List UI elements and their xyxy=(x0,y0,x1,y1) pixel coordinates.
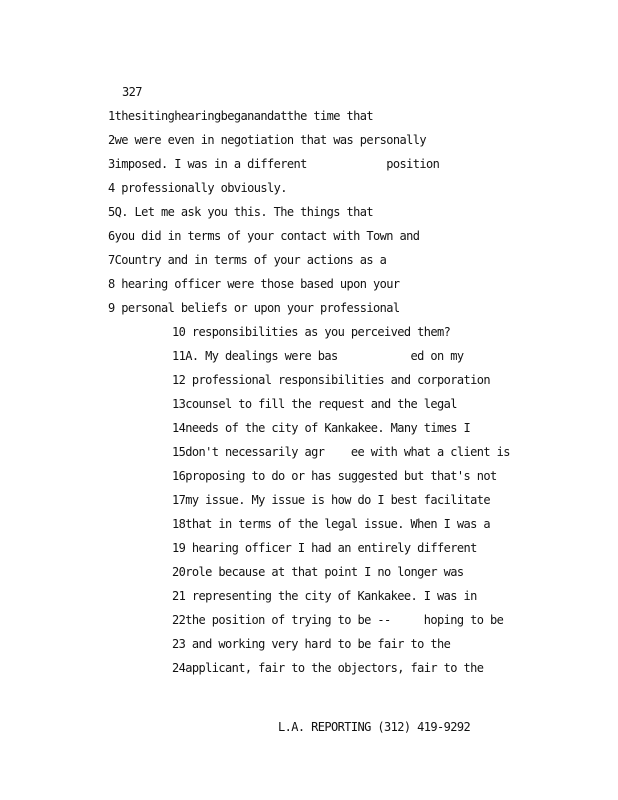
transcript-line-9: 9 personal beliefs or upon your professional xyxy=(108,301,400,315)
transcript-line-10: 10 responsibilities as you perceived them? xyxy=(172,325,451,339)
transcript-line-21: 21 representing the city of Kankakee. I was in xyxy=(172,589,477,603)
transcript-line-5: 5Q. Let me ask you this. The things that xyxy=(108,205,373,219)
transcript-line-1: 1thesitinghearingbeganandatthe time that xyxy=(108,109,373,123)
transcript-line-12: 12 professional responsibilities and corporation xyxy=(172,373,490,387)
transcript-line-16: 16proposing to do or has suggested but that's not xyxy=(172,469,497,483)
transcript-line-14: 14needs of the city of Kankakee. Many times I xyxy=(172,421,471,435)
transcript-line-7: 7Country and in terms of your actions as a xyxy=(108,253,387,267)
transcript-line-8: 8 hearing officer were those based upon your xyxy=(108,277,400,291)
transcript-line-22: 22the position of trying to be -- hoping to be xyxy=(172,613,504,627)
transcript-line-4: 4 professionally obviously. xyxy=(108,181,287,195)
transcript-line-6: 6you did in terms of your contact with Town and xyxy=(108,229,420,243)
transcript-line-2: 2we were even in negotiation that was personally xyxy=(108,133,426,147)
transcript-line-23: 23 and working very hard to be fair to the xyxy=(172,637,451,651)
transcript-line-24: 24applicant, fair to the objectors, fair to the xyxy=(172,661,484,675)
reporter-footer: L.A. REPORTING (312) 419-9292 xyxy=(278,720,471,734)
transcript-line-11: 11A. My dealings were bas ed on my xyxy=(172,349,464,363)
transcript-line-20: 20role because at that point I no longer was xyxy=(172,565,464,579)
transcript-line-18: 18that in terms of the legal issue. When I was a xyxy=(172,517,490,531)
transcript-line-19: 19 hearing officer I had an entirely different xyxy=(172,541,477,555)
page-number: 327 xyxy=(122,85,142,99)
transcript-line-15: 15don't necessarily agr ee with what a client is xyxy=(172,445,510,459)
transcript-line-13: 13counsel to fill the request and the legal xyxy=(172,397,457,411)
transcript-line-17: 17my issue. My issue is how do I best facilitate xyxy=(172,493,490,507)
transcript-line-3: 3imposed. I was in a different position xyxy=(108,157,440,171)
